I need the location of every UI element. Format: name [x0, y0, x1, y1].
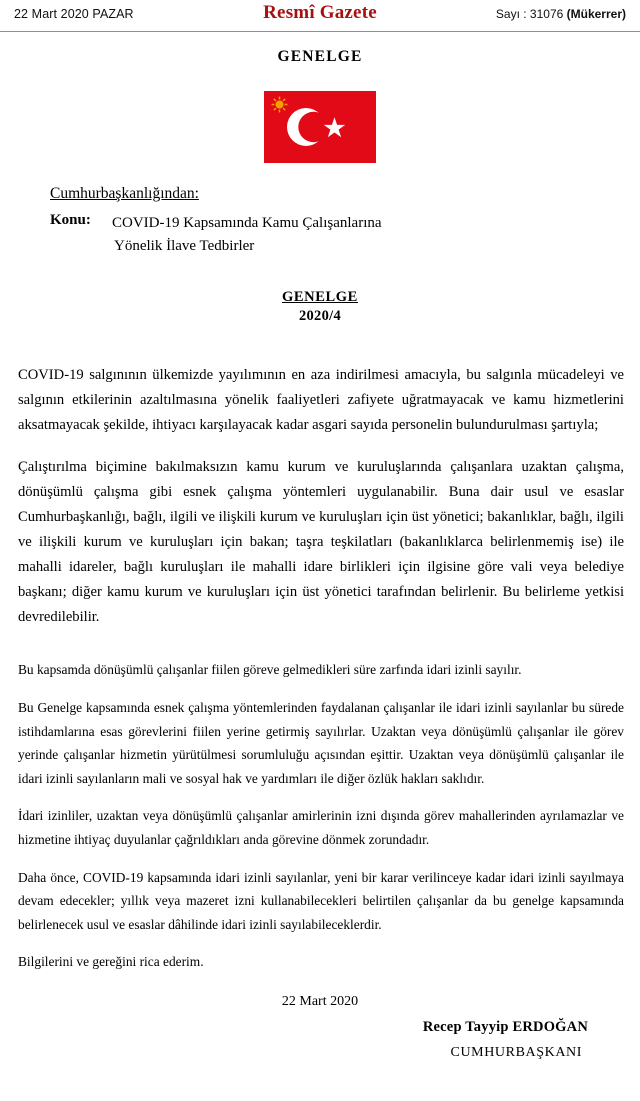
- paragraph: Bu kapsamda dönüşümlü çalışanlar fiilen göreve gelmedikleri süre zarfında idari izinli sayılır.: [18, 662, 522, 678]
- circular-number: 2020/4: [298, 307, 342, 324]
- closing-paragraph: Bilgilerini ve gereğini rica ederim.: [18, 954, 204, 970]
- subject-label: Konu:: [50, 212, 91, 228]
- issue-mukerrer-label: (Mükerrer): [566, 7, 626, 21]
- signatory-title: CUMHURBAŞKANI: [450, 1044, 582, 1060]
- issuing-authority: Cumhurbaşkanlığından:: [50, 185, 199, 202]
- signatory-name: Recep Tayyip ERDOĞAN: [422, 1018, 588, 1035]
- sun-badge-icon: [271, 96, 288, 113]
- subject-row: [50, 212, 640, 259]
- subject-line-2: Yönelik İlave Tedbirler: [114, 238, 255, 255]
- paragraph: COVID-19 salgınının ülkemizde yayılımının en aza indirilmesi amacıyla, bu salgınla mücadeleyi ve salgının etkilerinin azaltılmasına yönelik faaliyetleri zafiyete uğratmayacak ve kamu hizmetlerini aksatmayacak şekilde, ihtiyacı karşılayacak kadar asgari sayıda personelin bulundurulması şartıyla;: [18, 366, 624, 433]
- issuer-block: [0, 185, 640, 259]
- subject-line-1: COVID-19 Kapsamında Kamu Çalışanlarına: [112, 215, 382, 231]
- flag-container: [0, 91, 640, 163]
- gazette-masthead: [0, 0, 640, 32]
- circular-heading: [0, 289, 640, 325]
- signature-date: 22 Mart 2020: [281, 993, 359, 1009]
- document-body: [0, 363, 640, 974]
- paragraph: Çalıştırılma biçimine bakılmaksızın kamu kurum ve kuruluşlarında çalışanlara uzaktan çalışma, dönüşümlü çalışma gibi esnek çalışma yöntemleri uygulanabilir. Buna dair usul ve esaslar Cumhurbaşkanlığı, bağlı, ilgili ve ilişkili kurum ve kuruluşları için üst yönetici; bakanlıklar, bağlı, ilgili ve ilişkili kurum ve kuruluşları için bakan; taşra teşkilatları (bakanlıklarca belirlenmemiş ise) ile mahalli idareler, bağlı kuruluşları ile mahalli idare birlikleri için ilgisine göre vali veya belediye başkanı; diğer kamu kurum ve kuruluşları için üst yönetici tarafından belirlenir. Bu belirleme yetkisi devredilebilir.: [18, 458, 624, 626]
- document-type-heading: GENELGE: [277, 48, 363, 65]
- gazette-date: 22 Mart 2020 PAZAR: [14, 7, 134, 21]
- turkish-flag-icon: [264, 91, 376, 163]
- gazette-issue-number: [496, 7, 626, 21]
- gazette-title: Resmî Gazete: [263, 2, 377, 23]
- paragraph: İdari izinliler, uzaktan veya dönüşümlü çalışanlar amirlerinin izni dışında görev mahallerinden ayrılamazlar ve hizmetine ihtiyaç duyulanlar çağrıldıkları anda görevine dönmek zorundadır.: [18, 808, 624, 847]
- document-sheet: [0, 32, 640, 1101]
- signature-block: [0, 1019, 640, 1061]
- paragraph: Daha önce, COVID-19 kapsamında idari izinli sayılanlar, yeni bir karar verilinceye kadar idari izinli sayılmaya devam edecekler; yıllık veya mazeret izni kullanabilecekleri belirtilen çalışanlar da bu genelge kapsamında belirlenecek usul ve esaslar dâhilinde idari izinli sayılabileceklerdir.: [18, 869, 624, 932]
- subject-value: [112, 212, 640, 259]
- issue-number-text: Sayı : 31076: [495, 7, 567, 21]
- circular-title: GENELGE: [282, 288, 358, 305]
- paragraph: Bu Genelge kapsamında esnek çalışma yöntemlerinden faydalanan çalışanlar ile idari izinli sayılanlar bu sürede istihdamlarına esas görevlerini fiilen yerine getirmiş sayılırlar. Uzaktan veya dönüşümlü çalışanlar ile görev yerinde çalışanlar hizmetin yürütülmesi sorumluluğu açısından eşittir. Uzaktan veya dönüşümlü çalışanlar ile idari izinli sayılanların mali ve sosyal hak ve yardımları ile diğer özlük hakları saklıdır.: [18, 700, 624, 786]
